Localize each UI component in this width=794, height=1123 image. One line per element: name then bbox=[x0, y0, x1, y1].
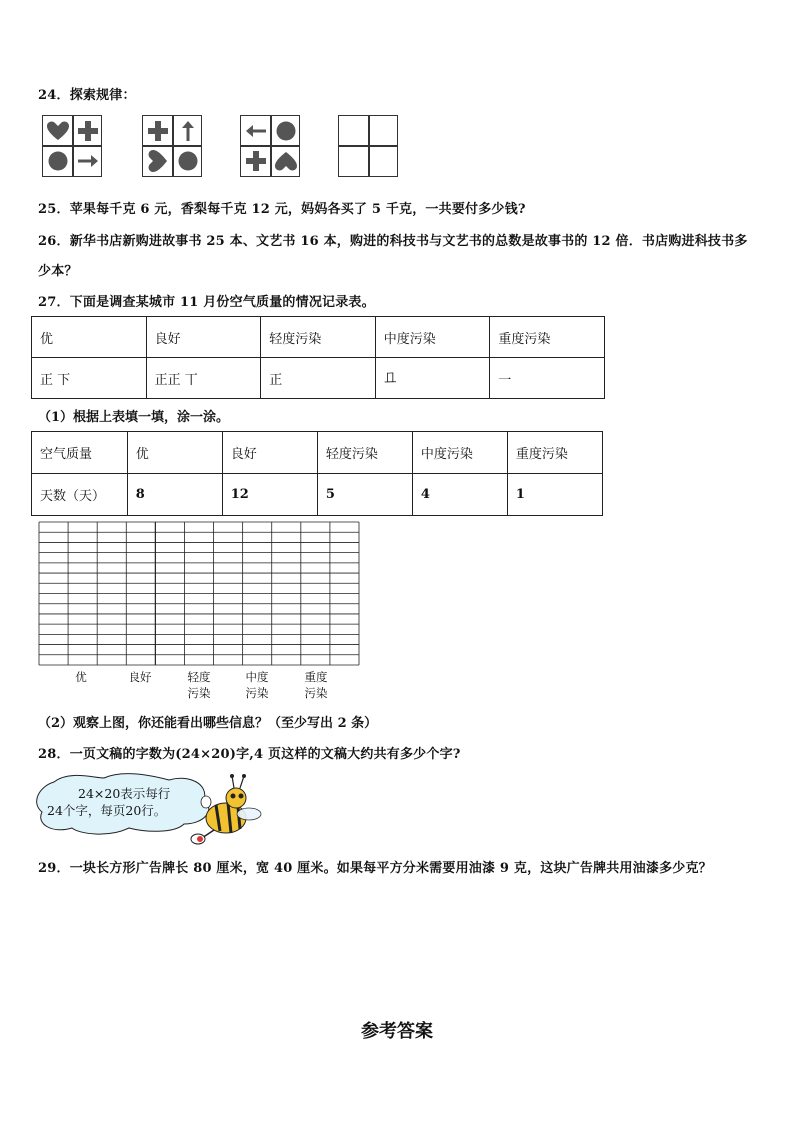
tally-header: 良好 bbox=[146, 317, 261, 358]
tally-header: 中度污染 bbox=[375, 317, 490, 358]
data-cell: 4 bbox=[412, 474, 507, 516]
tally-mark: 正正 丅 bbox=[146, 358, 261, 399]
circle-icon bbox=[271, 116, 300, 146]
answer-section-title: 参考答案 bbox=[361, 1021, 433, 1042]
question-29: 29．一块长方形广告牌长 80 厘米，宽 40 厘米。如果每平方分米需要用油漆 9 克，这块广告牌共用油漆多少克？ bbox=[38, 861, 712, 876]
data-cell: 天数（天） bbox=[32, 474, 128, 516]
tally-header: 轻度污染 bbox=[261, 317, 376, 358]
heart-rotated-icon bbox=[143, 146, 172, 176]
arrow-right-icon bbox=[73, 146, 102, 176]
circle-icon bbox=[173, 146, 202, 176]
cross-icon bbox=[241, 146, 270, 176]
bubble-text-line1: 24×20表示每行 bbox=[78, 786, 171, 801]
question-24: 24．探索规律： bbox=[38, 88, 136, 103]
pattern-grid-3 bbox=[240, 115, 300, 177]
data-header: 中度污染 bbox=[412, 432, 507, 474]
data-cell: 12 bbox=[222, 474, 317, 516]
tally-mark: 正 bbox=[261, 358, 376, 399]
tally-mark: 一 bbox=[490, 358, 605, 399]
axis-label-heavy: 重度 污染 bbox=[304, 670, 328, 700]
question-27: 27．下面是调查某城市 11 月份空气质量的情况记录表。 bbox=[38, 295, 375, 310]
tally-header: 优 bbox=[32, 317, 147, 358]
bubble-text-line2: 24个字，每页20行。 bbox=[47, 803, 167, 818]
pattern-grid-1 bbox=[42, 115, 102, 177]
data-header: 重度污染 bbox=[507, 432, 602, 474]
question-26-line2: 少本？ bbox=[38, 264, 78, 279]
blank-bar-grid[interactable] bbox=[38, 521, 360, 666]
tally-header: 重度污染 bbox=[490, 317, 605, 358]
axis-label-good: 良好 bbox=[128, 670, 152, 684]
cross-icon bbox=[143, 116, 172, 146]
axis-label-moderate: 中度 污染 bbox=[245, 670, 269, 700]
data-table bbox=[31, 431, 603, 516]
heart-inverted-icon bbox=[271, 146, 300, 176]
data-header: 轻度污染 bbox=[317, 432, 412, 474]
question-25: 25．苹果每千克 6 元，香梨每千克 12 元，妈妈各买了 5 千克，一共要付多少钱? bbox=[38, 202, 526, 217]
arrow-left-icon bbox=[241, 116, 270, 146]
question-26-line1: 26．新华书店新购进故事书 25 本、文艺书 16 本，购进的科技书与文艺书的总数是故事书的 12 倍．书店购进科技书多 bbox=[38, 234, 748, 249]
pattern-grid-answer-blank[interactable] bbox=[338, 115, 398, 177]
data-cell: 5 bbox=[317, 474, 412, 516]
tally-table bbox=[31, 316, 605, 399]
data-header: 优 bbox=[127, 432, 222, 474]
axis-label-excellent: 优 bbox=[75, 670, 87, 684]
tally-mark: 𠀃 bbox=[375, 358, 490, 399]
question-28: 28．一页文稿的字数为(24×20)字,4 页这样的文稿大约共有多少个字? bbox=[38, 747, 461, 762]
q27-part1: （1）根据上表填一填，涂一涂。 bbox=[38, 410, 230, 425]
arrow-up-icon bbox=[173, 116, 202, 146]
tally-mark: 正 下 bbox=[32, 358, 147, 399]
data-header: 空气质量 bbox=[32, 432, 128, 474]
heart-icon bbox=[43, 116, 72, 146]
circle-icon bbox=[43, 146, 72, 176]
q27-part2: （2）观察上图，你还能看出哪些信息？（至少写出 2 条） bbox=[38, 716, 378, 731]
data-cell: 1 bbox=[507, 474, 602, 516]
data-header: 良好 bbox=[222, 432, 317, 474]
cross-icon bbox=[73, 116, 102, 146]
data-cell: 8 bbox=[127, 474, 222, 516]
pattern-grid-2 bbox=[142, 115, 202, 177]
axis-label-light: 轻度 污染 bbox=[187, 670, 211, 700]
